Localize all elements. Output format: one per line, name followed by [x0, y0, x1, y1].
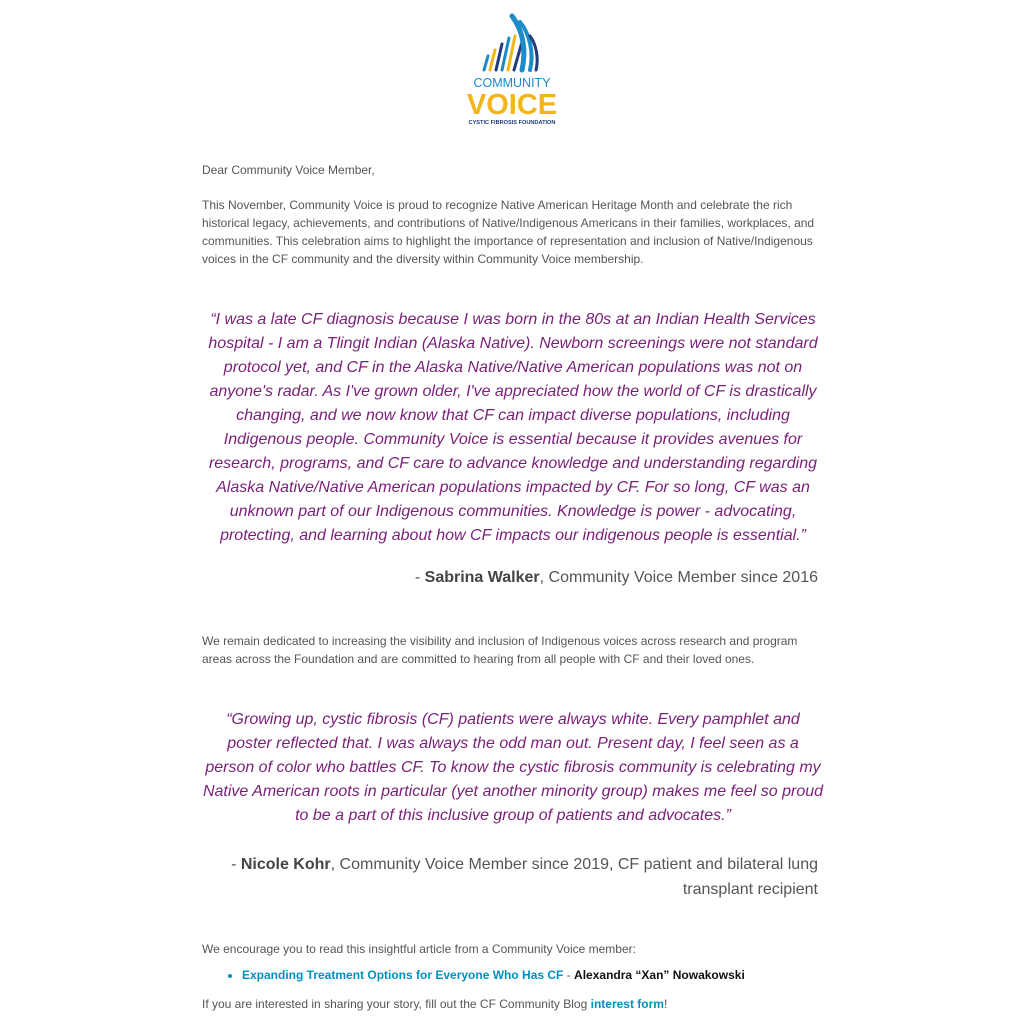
share-story-text: [202, 995, 824, 1013]
share-end: !: [663, 997, 668, 1011]
attribution-detail: , Community Voice Member since 2016: [539, 569, 818, 586]
attribution-prefix: -: [414, 569, 425, 586]
attribution-name: Sabrina Walker: [424, 569, 540, 586]
community-voice-logo: [462, 12, 562, 128]
article-list: [202, 966, 824, 984]
share-text: If you are interested in sharing your story, fill out the CF Community Blog: [202, 997, 591, 1011]
logo-arcs-icon: [462, 12, 562, 128]
encourage-text: We encourage you to read this insightful article from a Community Voice member:: [202, 942, 636, 956]
logo-line3: CYSTIC FIBROSIS FOUNDATION: [468, 120, 556, 126]
logo-line1: COMMUNITY: [473, 76, 551, 90]
article-author: Alexandra “Xan” Nowakowski: [574, 968, 745, 982]
logo-line2: VOICE: [466, 89, 558, 121]
greeting: Dear Community Voice Member,: [202, 163, 375, 177]
interest-form-link[interactable]: interest form: [590, 997, 664, 1011]
article-link[interactable]: Expanding Treatment Options for Everyone Who Has CF: [242, 968, 564, 982]
commitment-paragraph: We remain dedicated to increasing the visibility and inclusion of Indigenous voices across research and program areas across the Foundation and are committed to hearing from all people with CF and their loved ones.: [202, 634, 798, 666]
article-separator: -: [563, 968, 575, 982]
email-body: [202, 161, 824, 1013]
intro-paragraph: This November, Community Voice is proud to recognize Native American Heritage Month and celebrate the rich historical legacy, achievements, and contributions of Native/Indigenous Americans in their families, workplaces, and communities. This celebration aims to highlight the importance of representation and inclusion of Native/Indigenous voices in the CF community and the diversity within Community Voice membership.: [202, 198, 815, 266]
attribution-prefix: -: [231, 856, 241, 873]
attribution-detail: , Community Voice Member since 2019, CF patient and bilateral lung transplant recipient: [330, 856, 818, 898]
quote-sabrina-attribution: [202, 565, 824, 590]
attribution-name: Nicole Kohr: [240, 856, 331, 873]
quote-nicole: “Growing up, cystic fibrosis (CF) patients were always white. Every pamphlet and poster reflected that. I was always the odd man out. Present day, I feel seen as a person of color who battles CF. To know the cystic fibrosis community is celebrating my Native American roots in particular (yet another minority group) makes me feel so proud to be a part of this inclusive group of patients and advocates.”: [202, 711, 824, 824]
list-item: [242, 966, 824, 984]
quote-sabrina: “I was a late CF diagnosis because I was born in the 80s at an Indian Health Services hospital - I am a Tlingit Indian (Alaska Native). Newborn screenings were not standard protocol yet, and CF in the Alaska Native/Native American populations was not on anyone's radar. As I've grown older, I've appreciated how the world of CF is drastically changing, and we now know that CF can impact diverse populations, including Indigenous people. Community Voice is essential because it provides avenues for research, programs, and CF care to advance knowledge and understanding regarding Alaska Native/Native American populations impacted by CF. For so long, CF was an unknown part of our Indigenous communities. Knowledge is power - advocating, protecting, and learning about how CF impacts our indigenous people is essential.”: [208, 311, 818, 544]
quote-nicole-attribution: [202, 852, 824, 902]
